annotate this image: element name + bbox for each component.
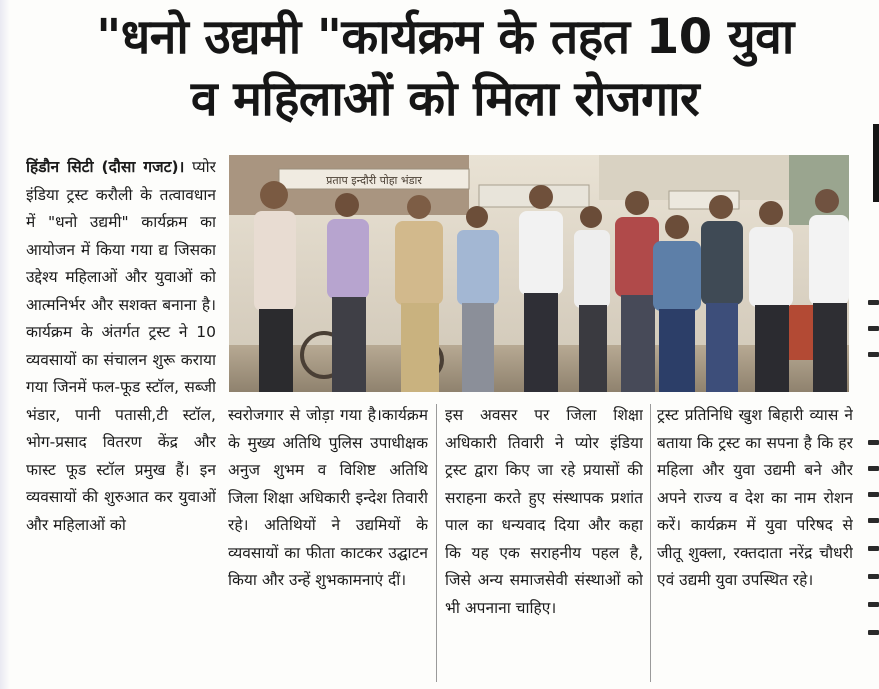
column-1-text: प्योर इंडिया ट्रस्ट करौली के तत्वावधान में "धनो उद्यमी" कार्यक्रम का आयोजन में किया गया द्य जिसका उद्देश्य महिलाओं और युवाओं को आत्मनिर्भर और सशक्त बनाना है। कार्यक्रम के अंतर्गत ट्रस्ट ने 10 व्यवसायों का संचालन शुरू कराया गया जिनमें फल-फूड स्टॉल, सब्जी भंडार, पानी पतासी,टी स्टॉल, भोग-प्रसाद वितरण केंद्र और फास्ट फूड स्टॉल प्रमुख हैं। इन व्यवसायों की शुरुआत कर युवाओं और महिलाओं को	[26, 158, 216, 534]
page-edge	[0, 0, 10, 689]
news-photo	[229, 155, 849, 392]
column-divider	[436, 404, 437, 682]
adjacent-black-bar	[873, 124, 879, 202]
adjacent-page-edge	[862, 0, 879, 689]
photo-banner-text: प्रताप इन्दौरी पोहा भंडार	[326, 174, 422, 187]
column-divider	[650, 404, 651, 682]
article-column-3: इस अवसर पर जिला शिक्षा अधिकारी तिवारी ने प्योर इंडिया ट्रस्ट द्वारा किए जा रहे प्रयासों की सराहना करते हुए संस्थापक प्रशांत पाल का धन्यवाद दिया और कहा कि यह एक सराहनीय पहल है, जिसे अन्य समाजसेवी संस्थाओं को भी अपनाना चाहिए।	[445, 406, 643, 617]
dateline: हिंडौन सिटी (दौसा गजट)।	[26, 158, 185, 176]
people-group	[254, 181, 849, 392]
headline-line-2: व महिलाओं को मिला रोजगार	[190, 71, 700, 127]
article-column-4: ट्रस्ट प्रतिनिधि खुश बिहारी व्यास ने बताया कि ट्रस्ट का सपना है कि हर महिला और युवा उद्यमी बने और अपने राज्य व देश का नाम रोशन करें। कार्यक्रम में युवा परिषद से जीतू शुक्ला, रक्तदाता नरेंद्र चौधरी एवं उद्यमी युवा उपस्थित रहे।	[657, 406, 853, 589]
headline	[40, 6, 850, 130]
group-photo-illustration	[229, 155, 849, 392]
headline-line-1: "धनो उद्यमी "कार्यक्रम के तहत 10 युवा	[96, 9, 794, 65]
article-column-2: स्वरोजगार से जोड़ा गया है।कार्यक्रम के मुख्य अतिथि पुलिस उपाधीक्षक अनुज शुभम व विशिष्ट अतिथि जिला शिक्षा अधिकारी इन्देश तिवारी रहे। अतिथियों ने उद्यमियों के व्यवसायों का फीता काटकर उद्घाटन किया और उन्हें शुभकामनाएं दीं।	[228, 406, 428, 589]
article-column-1	[26, 154, 216, 689]
